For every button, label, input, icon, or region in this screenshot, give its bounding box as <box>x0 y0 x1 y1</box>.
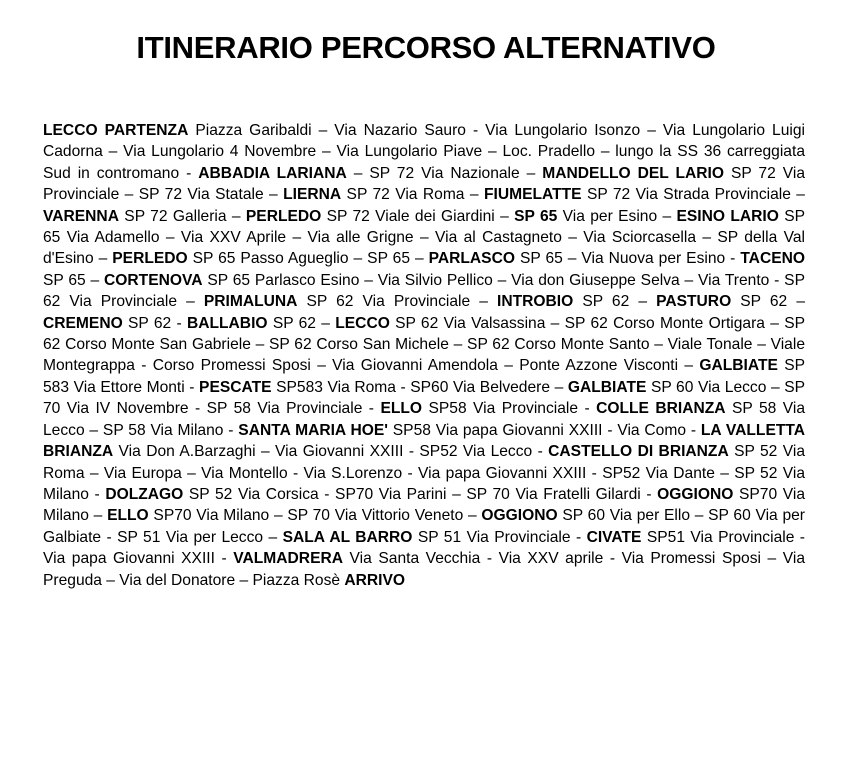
place-name: ABBADIA LARIANA <box>198 164 347 182</box>
route-text: SP51 Via Provinciale - Via papa Giovanni XXIII - <box>43 528 805 568</box>
route-text: SP 65 – Via Nuova per Esino - <box>514 250 741 268</box>
route-text: SP58 Via papa Giovanni XXIII - Via Como - <box>387 421 701 439</box>
route-text: Piazza Garibaldi – Via Nazario Sauro - Via Lungolario Isonzo – Via Lungolario Luigi Cadorna – Via Lungolario 4 Novembre – Via Lungolario Piave – Loc. Pradello – lungo la SS 36 carreggiata Sud in contromano - <box>43 122 806 182</box>
route-text: SP 583 Via Ettore Monti - <box>43 357 805 396</box>
route-text: SP 65 Passo Agueglio – SP 65 – <box>187 250 429 268</box>
place-name: BALLABIO <box>186 314 268 332</box>
place-name: CREMENO <box>43 314 123 332</box>
route-text: SP70 Via Milano – <box>43 485 805 525</box>
route-text: SP 62 – <box>573 293 657 311</box>
place-name: PESCATE <box>199 378 272 396</box>
place-name: INTROBIO <box>497 293 574 311</box>
route-text: SP70 Via Milano – SP 70 Via Vittorio Veneto – <box>148 507 482 525</box>
route-text: SP 72 Via Roma – <box>341 186 484 204</box>
route-text: SP 62 – <box>731 293 805 311</box>
route-text: SP 65 Via Adamello – Via XXV Aprile – Via alle Grigne – Via al Castagneto – Via Sciorcasella – SP della Val d'Esino – <box>43 207 805 268</box>
place-name: CIVATE <box>586 528 642 546</box>
place-name: DOLZAGO <box>105 485 184 503</box>
place-name: ELLO <box>107 507 149 525</box>
route-text: SP 72 Galleria – <box>118 207 246 225</box>
itinerary-text <box>43 120 805 591</box>
place-name: OGGIONO <box>657 485 734 503</box>
place-name: LA VALLETTA BRIANZA <box>43 421 805 461</box>
place-name: ELLO <box>380 400 423 418</box>
route-text: SP 72 Via Provinciale – SP 72 Via Statale – <box>43 164 805 204</box>
route-text: SP 52 Via Roma – Via Europa – Via Montello - Via S.Lorenzo - Via papa Giovanni XXIII - SP52 Via Dante – SP 52 Via Milano - <box>43 443 805 503</box>
route-text: SP 62 Via Provinciale – <box>297 293 497 311</box>
place-name: PRIMALUNA <box>203 293 298 311</box>
route-text: Via Santa Vecchia - Via XXV aprile - Via Promessi Sposi – Via Preguda – Via del Donatore – Piazza Rosè <box>43 550 805 589</box>
route-text: SP583 Via Roma - SP60 Via Belvedere – <box>271 378 568 396</box>
place-name: PERLEDO <box>112 250 188 268</box>
route-text: SP 65 – <box>43 271 105 289</box>
place-name: MANDELLO DEL LARIO <box>542 164 724 182</box>
route-text: SP 62 Via Valsassina – SP 62 Corso Monte Ortigara – SP 62 Corso Monte San Gabriele – SP 62 Corso San Michele – SP 62 Corso Monte Santo – Viale Tonale – Viale Montegrappa - Corso Promessi Sposi – Via Giovanni Amendola – Ponte Azzone Visconti – <box>43 314 806 375</box>
route-text: SP 60 Via per Ello – SP 60 Via per Galbiate - SP 51 Via per Lecco – <box>43 507 806 546</box>
place-name: VARENNA <box>43 207 119 225</box>
route-text: SP 62 – <box>267 314 336 332</box>
place-name: OGGIONO <box>481 507 558 525</box>
place-name: PERLEDO <box>245 207 322 225</box>
document-title: ITINERARIO PERCORSO ALTERNATIVO <box>136 30 716 65</box>
place-name: SALA AL BARRO <box>282 528 413 546</box>
route-text: SP 72 Viale dei Giardini – <box>321 207 515 225</box>
place-name: FIUMELATTE <box>483 186 582 204</box>
route-text: – SP 72 Via Nazionale – <box>346 164 543 182</box>
route-text: SP 62 - <box>122 314 187 332</box>
place-name: LECCO <box>335 314 390 332</box>
place-name: LECCO PARTENZA <box>43 122 189 139</box>
place-name: CORTENOVA <box>104 271 203 289</box>
route-text: SP 60 Via Lecco – SP 70 Via IV Novembre - SP 58 Via Provinciale - <box>43 378 805 418</box>
route-text: SP 72 Via Strada Provinciale – <box>581 186 805 204</box>
place-name: SP 65 <box>514 207 558 225</box>
route-text: SP 51 Via Provinciale - <box>412 528 587 546</box>
place-name: GALBIATE <box>567 378 647 396</box>
place-name: LIERNA <box>283 186 342 204</box>
place-name: GALBIATE <box>699 357 778 375</box>
place-name: COLLE BRIANZA <box>596 400 726 418</box>
route-text: SP 65 Parlasco Esino – Via Silvio Pellico – Via don Giuseppe Selva – Via Trento - SP 62 Via Provinciale – <box>43 271 805 311</box>
place-name: VALMADRERA <box>233 550 343 568</box>
route-text: SP 58 Via Lecco – SP 58 Via Milano - <box>43 400 806 439</box>
place-name: TACENO <box>740 250 805 268</box>
route-text: Via per Esino – <box>557 207 677 225</box>
place-name: SANTA MARIA HOE' <box>238 421 388 439</box>
route-text: SP 52 Via Corsica - SP70 Via Parini – SP 70 Via Fratelli Gilardi - <box>183 485 658 503</box>
place-name: ESINO LARIO <box>676 207 779 225</box>
route-text: SP58 Via Provinciale - <box>422 400 597 418</box>
route-text: Via Don A.Barzaghi – Via Giovanni XXIII - SP52 Via Lecco - <box>113 443 549 461</box>
place-name: PASTURO <box>656 293 732 311</box>
place-name: CASTELLO DI BRIANZA <box>548 443 729 461</box>
place-name: PARLASCO <box>428 250 515 268</box>
place-name: ARRIVO <box>344 571 406 589</box>
